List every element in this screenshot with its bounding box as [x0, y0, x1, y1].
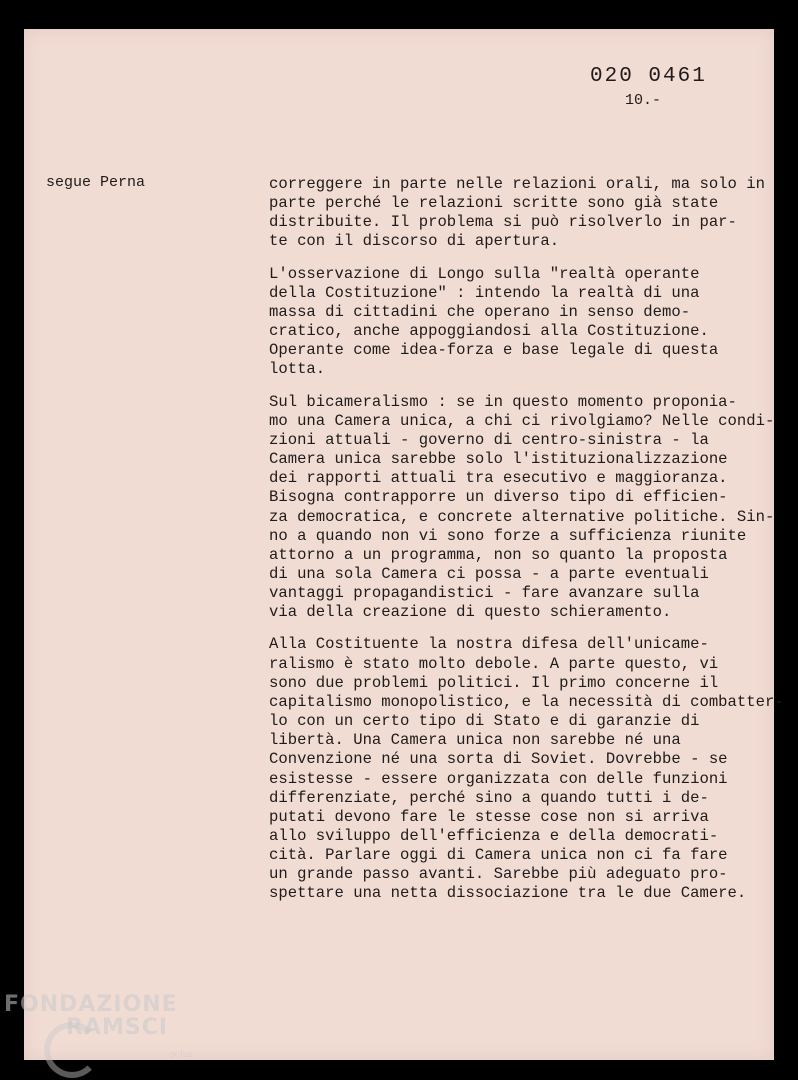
speaker-label: segue Perna — [46, 174, 146, 191]
body-text — [269, 175, 784, 917]
paragraph: Sul bicameralismo : se in questo momento proponia- mo una Camera unica, a chi ci rivolgiamo? Nelle condi- zioni attuali - governo di centro-sinistra - la Camera unica sarebbe solo l'istituzionalizzazione dei rapporti attuali tra esecutivo e maggioranza. Bisogna contrapporre un diverso tipo di efficien- za democratica, e concrete alternative politiche. Sin- no a quando non vi sono forze a sufficienza riunite attorno a un programma, non so quanto la proposta di una sola Camera ci possa - a parte eventuali vantaggi propagandistici - fare avanzare sulla via della creazione di questo schieramento. — [269, 392, 775, 622]
watermark-line-2: RAMSCI — [66, 1015, 169, 1040]
paragraph: correggere in parte nelle relazioni orali, ma solo in parte perché le relazioni scritte sono già state distribuite. Il problema si può risolverlo in par- te con il discorso di apertura. — [269, 175, 765, 251]
watermark-sub: onlus — [169, 1050, 194, 1060]
g-logo-icon — [44, 1022, 100, 1078]
paragraph: Alla Costituente la nostra difesa dell'unicame- ralismo è stato molto debole. A parte questo, vi sono due problemi politici. Il primo concerne il capitalismo monopolistico, e la necessità di combatter- lo con un certo tipo di Stato e di garanzie di libertà. Una Camera unica non sarebbe né una Convenzione né una sorta di Soviet. Dovrebbe - se esistesse - essere organizzata con delle funzioni differenziate, perché sino a quando tutti i de- putati devono fare le stesse cose non si arriva allo sviluppo dell'efficienza e della democrati- cità. Parlare oggi di Camera unica non ci fa fare un grande passo avanti. Sarebbe più adeguato pro- spettare una netta dissociazione tra le due Camere. — [269, 635, 784, 903]
page-number: 10.- — [625, 92, 662, 109]
fondazione-gramsci-watermark — [4, 992, 194, 1060]
watermark-line-1: FONDAZIONE — [4, 992, 178, 1017]
paragraph: L'osservazione di Longo sulla "realtà operante della Costituzione" : intendo la realtà di una massa di cittadini che operano in senso demo- cratico, anche appoggiandosi alla Costituzione. Operante come idea-forza e base legale di questa lotta. — [269, 264, 719, 379]
document-page — [24, 29, 784, 1060]
document-id: 020 0461 — [590, 65, 707, 88]
